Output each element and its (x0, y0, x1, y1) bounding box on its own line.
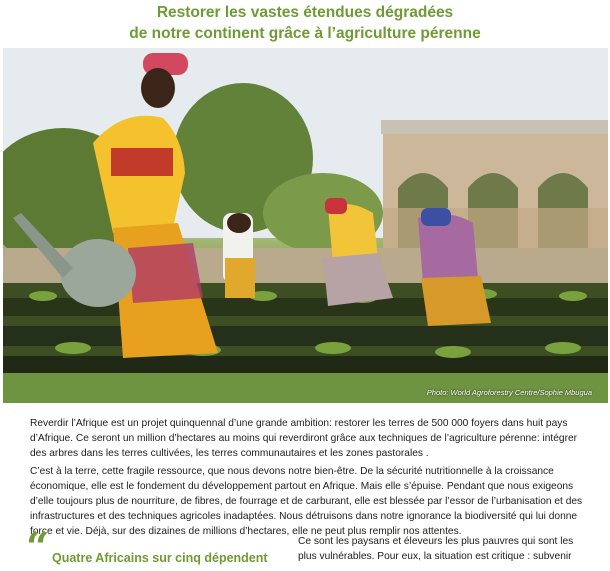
article-title (0, 2, 610, 44)
photo-illustration (3, 48, 608, 403)
intro-paragraph: Reverdir l’Afrique est un projet quinquennal d’une grande ambition: restorer les terres de 500 000 foyers dans huit pays d’Afrique. Ce seront un million d’hectares au moins qui reverdiront grâce aux techniques de l’agriculture pérenne: intégrer des arbres dans les terres cultivées, les terres communautaires et les zones pastorales . (30, 418, 578, 459)
body-paragraph: C’est à la terre, cette fragile ressource, que nous devons notre bien-être. De la sécurité nutritionnelle à la croissance économique, elle est le fondement du développement partout en Afrique. Mais elle s’épuise. Pendant que nous exigeons d’elle toujours plus de nourriture, de fibres, de fourrage et de carburant, elle est blessée par l’essor de l’urbanisation et des infrastructures et des techniques agricoles inadaptées. Nous détruisons dans notre ignorance la biodiversité qui lui donne force et vie. Déjà, sur des dizaines de millions d’hectares, elle ne peut plus remplir nos attentes. (30, 466, 583, 537)
pull-quote: Quatre Africains sur cinq dépendent (52, 551, 268, 565)
title-line-1: Restorer les vastes étendues dégradées (156, 4, 454, 21)
title-line-2: de notre continent grâce à l’agriculture pérenne (129, 25, 481, 42)
column-two-paragraph: Ce sont les paysans et éleveurs les plus pauvres qui sont les plus vulnérables. Pour eux, la situation est critique : subvenir (298, 536, 574, 562)
photo-credit: Photo: World Agroforestry Centre/Sophie Mbugua (426, 388, 592, 397)
quote-mark: “ (26, 524, 50, 571)
farmers-photo (3, 48, 608, 403)
